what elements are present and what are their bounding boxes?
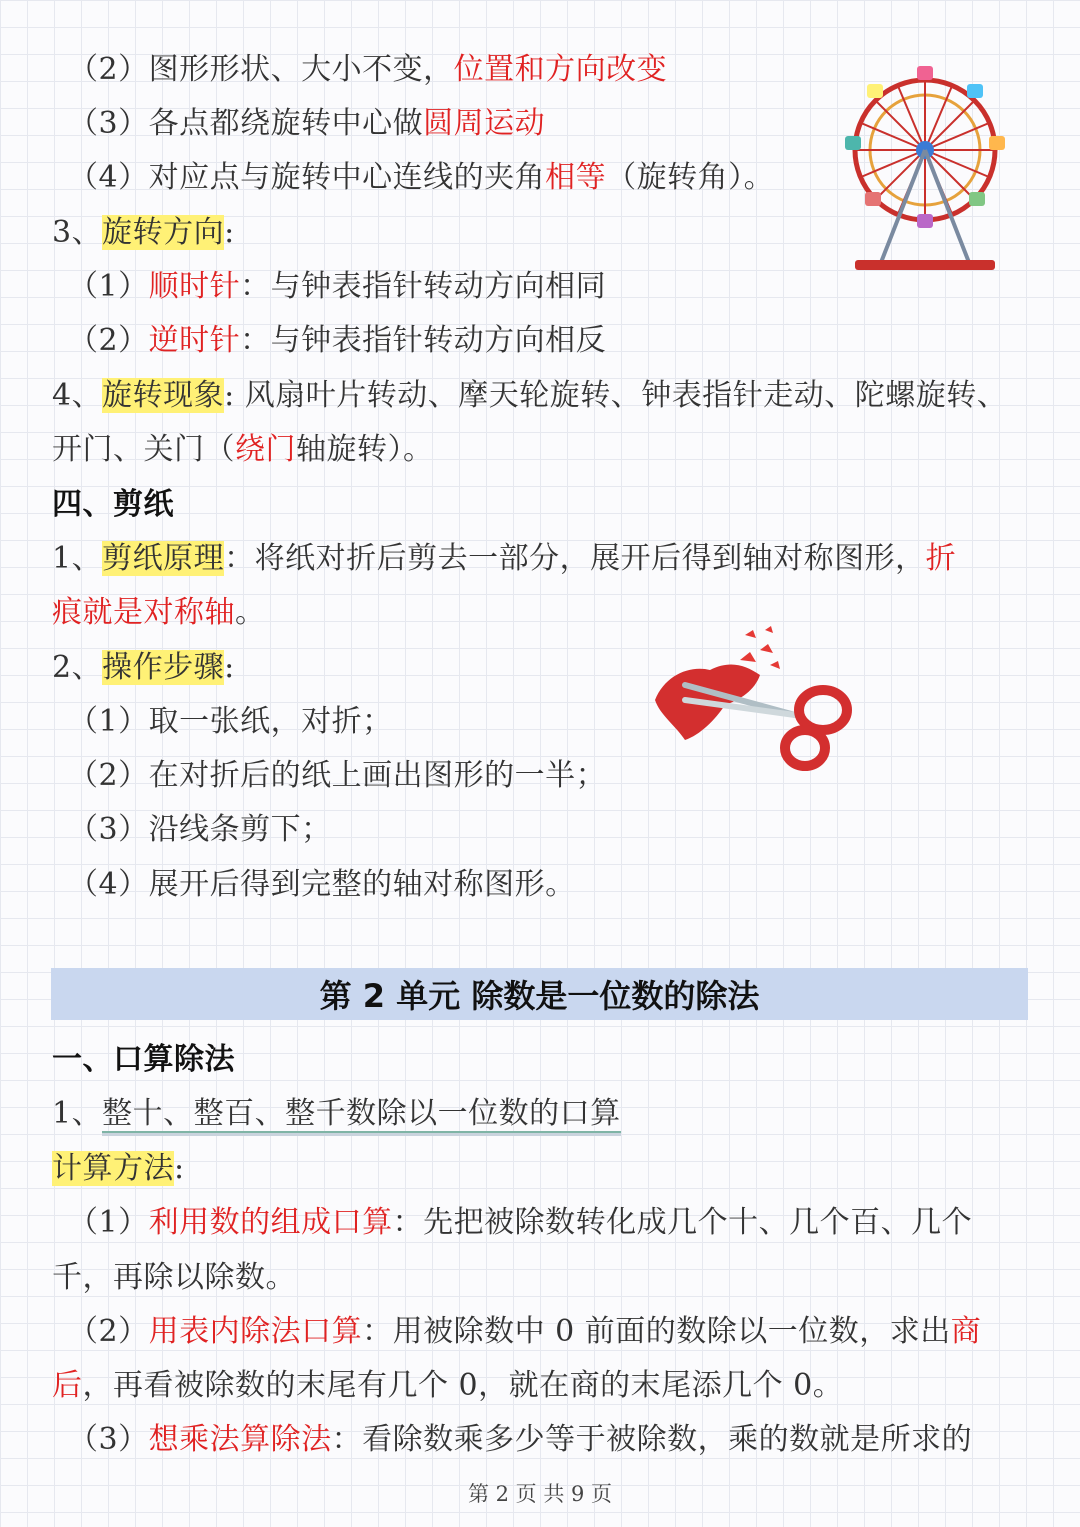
text-span: （2） xyxy=(68,1314,149,1349)
text-span: ：与钟表指针转动方向相反 xyxy=(240,323,607,358)
text-line xyxy=(52,213,1028,253)
emphasis-text: 痕就是对称轴 xyxy=(52,595,235,630)
text-span: 3、 xyxy=(52,215,103,250)
text-line xyxy=(68,50,1028,90)
text-span: （1）取一张纸，对折； xyxy=(68,704,393,739)
emphasis-text: 相等 xyxy=(545,160,607,195)
emphasis-text: 位置和方向改变 xyxy=(453,52,668,87)
text-line xyxy=(68,1312,1028,1352)
emphasis-text: 绕门 xyxy=(235,432,296,467)
text-span: 千，再除以除数。 xyxy=(52,1260,296,1295)
text-span: （3）各点都绕旋转中心做 xyxy=(68,106,424,141)
text-span: ：与钟表指针转动方向相同 xyxy=(240,269,607,304)
emphasis-text: 后 xyxy=(52,1368,83,1403)
text-span: （2）图形形状、大小不变， xyxy=(68,52,454,87)
highlighted-term: 旋转方向 xyxy=(102,215,225,250)
text-span: （4）对应点与旋转中心连线的夹角 xyxy=(68,160,546,195)
section-heading xyxy=(52,1040,1028,1080)
emphasis-text: 用表内除法口算 xyxy=(148,1314,363,1349)
heading-text: 一、口算除法 xyxy=(52,1042,235,1077)
text-line xyxy=(68,756,1028,796)
text-line xyxy=(68,321,1028,361)
text-line xyxy=(68,1203,1028,1243)
text-line xyxy=(52,648,1028,688)
text-line xyxy=(68,810,1028,850)
text-span: ：将纸对折后剪去一部分，展开后得到轴对称图形， xyxy=(224,541,926,576)
text-line xyxy=(52,539,1028,579)
text-line xyxy=(52,593,1028,633)
unit-title-banner xyxy=(51,968,1028,1020)
text-line xyxy=(68,702,1028,742)
text-span: ：用被除数中 0 前面的数除以一位数，求出 xyxy=(362,1314,951,1349)
highlighted-term: 旋转现象 xyxy=(102,378,225,413)
section-heading xyxy=(52,485,1028,525)
emphasis-text: 折 xyxy=(925,541,957,576)
text-span: （2）在对折后的纸上画出图形的一半； xyxy=(68,758,607,793)
text-span: ：看除数乘多少等于被除数，乘的数就是所求的 xyxy=(331,1422,973,1457)
text-span: （3） xyxy=(68,1422,149,1457)
text-line xyxy=(52,1258,1028,1298)
text-line xyxy=(68,158,1028,198)
text-span: : xyxy=(174,1151,185,1186)
emphasis-text: 顺时针 xyxy=(148,269,241,304)
text-line xyxy=(68,865,1028,905)
text-span: : 风扇叶片转动、摩天轮旋转、钟表指针走动、陀螺旋转、 xyxy=(224,378,1008,413)
highlighted-term: 操作步骤 xyxy=(102,650,225,685)
text-span: 开门、关门（ xyxy=(52,432,235,467)
emphasis-text: 商 xyxy=(950,1314,982,1349)
text-span: : xyxy=(224,215,235,250)
text-span: : xyxy=(224,650,235,685)
unit-title: 第 2 单元 除数是一位数的除法 xyxy=(319,977,760,1015)
text-span: （旋转角）。 xyxy=(606,160,775,195)
text-span: 4、 xyxy=(52,378,103,413)
text-line xyxy=(52,376,1028,416)
text-line xyxy=(68,104,1028,144)
emphasis-text: 圆周运动 xyxy=(423,106,546,141)
text-span: 2、 xyxy=(52,650,103,685)
text-span: （2） xyxy=(68,323,149,358)
text-span: 1、 xyxy=(52,1096,103,1131)
text-line xyxy=(52,1366,1028,1406)
emphasis-text: 想乘法算除法 xyxy=(148,1422,332,1457)
text-line xyxy=(68,1420,1028,1460)
text-span: 1、 xyxy=(52,541,103,576)
text-span: （4）展开后得到完整的轴对称图形。 xyxy=(68,867,576,902)
text-span: 。 xyxy=(235,595,266,630)
page-number-footer xyxy=(0,1478,1080,1508)
text-line xyxy=(68,267,1028,307)
page-number: 第 2 页 共 9 页 xyxy=(467,1482,613,1506)
underlined-topic: 整十、整百、整千数除以一位数的口算 xyxy=(102,1096,621,1131)
text-span: （1） xyxy=(68,269,149,304)
highlighted-term: 计算方法 xyxy=(52,1151,174,1186)
emphasis-text: 逆时针 xyxy=(148,323,241,358)
emphasis-text: 利用数的组成口算 xyxy=(148,1205,393,1240)
text-line xyxy=(52,430,1028,470)
text-span: 轴旋转）。 xyxy=(296,432,434,467)
text-span: （3）沿线条剪下； xyxy=(68,812,332,847)
text-line xyxy=(52,1149,1028,1189)
text-line xyxy=(52,1094,1028,1134)
heading-text: 四、剪纸 xyxy=(52,487,174,522)
text-span: （1） xyxy=(68,1205,149,1240)
text-span: ：先把被除数转化成几个十、几个百、几个 xyxy=(392,1205,973,1240)
highlighted-term: 剪纸原理 xyxy=(102,541,225,576)
text-span: ，再看被除数的末尾有几个 0，就在商的末尾添几个 0。 xyxy=(82,1368,844,1403)
